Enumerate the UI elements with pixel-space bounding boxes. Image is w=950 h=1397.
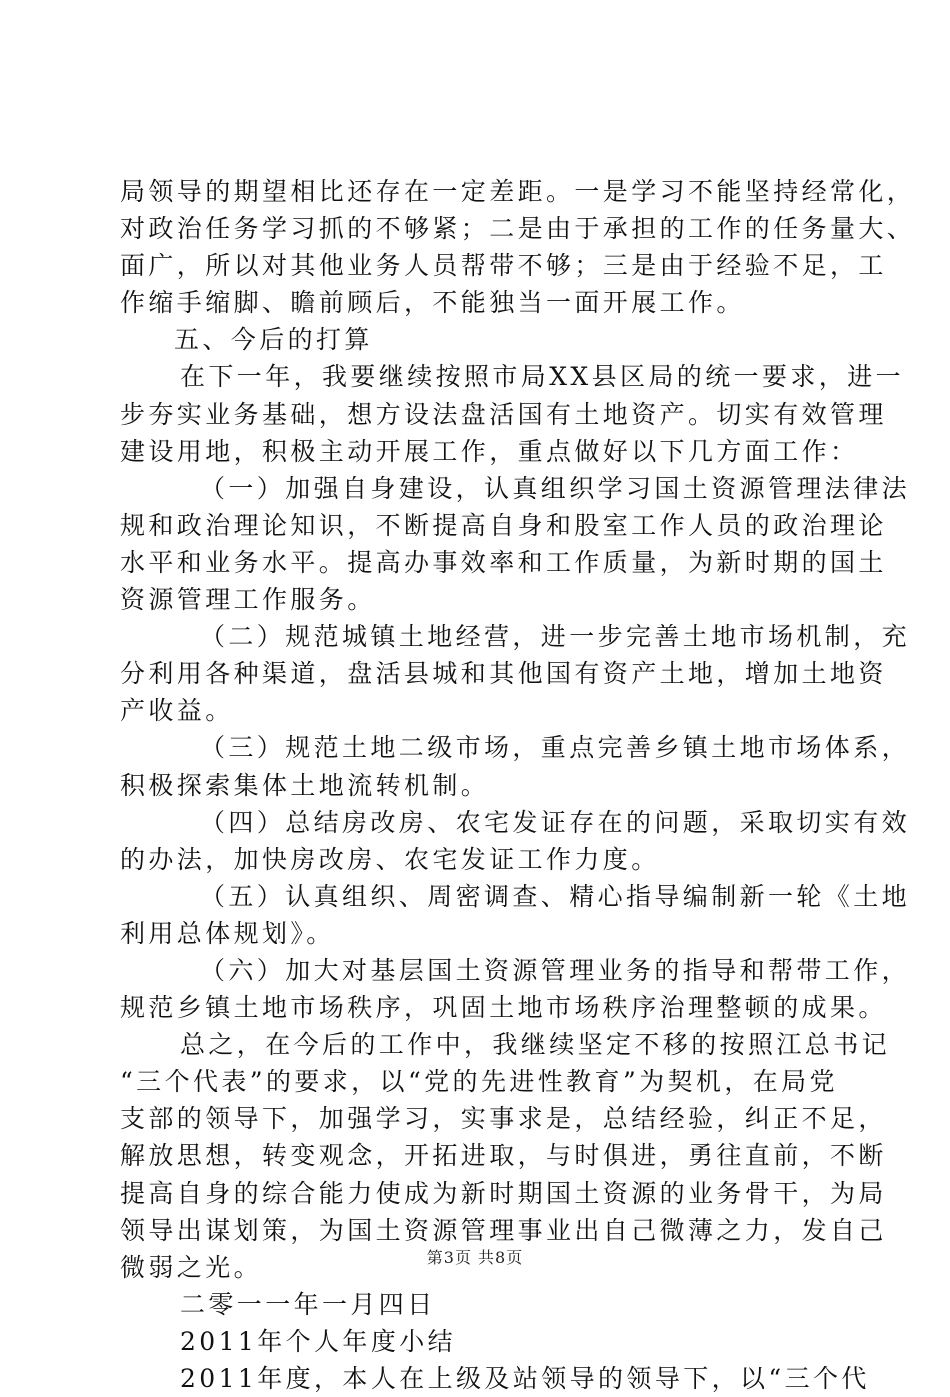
document-body [120, 173, 916, 1397]
text-line: 2011年度，本人在上级及站领导的领导下，以“三个代 [180, 1364, 870, 1393]
text-line: 领导出谋划策，为国土资源管理事业出自己微薄之力，发自己 [120, 1215, 887, 1245]
text-line: 对政治任务学习抓的不够紧；二是由于承担的工作的任务量大、 [120, 214, 916, 244]
text-line: 总之，在今后的工作中，我继续坚定不移的按照江总书记 [180, 1030, 891, 1060]
section-title: 2011年个人年度小结 [180, 1326, 457, 1356]
text-line: 建设用地，积极主动开展工作，重点做好以下几方面工作： [120, 436, 859, 466]
text-line: 的办法，加快房改房、农宅发证工作力度。 [120, 844, 660, 874]
text-line: 微弱之光。 [120, 1252, 263, 1282]
text-line: 规和政治理论知识，不断提高自身和股室工作人员的政治理论 [120, 510, 887, 540]
list-item-3: （三）规范土地二级市场，重点完善乡镇土地市场体系， [200, 733, 911, 763]
text-line: 在下一年，我要继续按照市局XX县区局的统一要求，进一 [180, 362, 904, 392]
text-line: 资源管理工作服务。 [120, 585, 376, 615]
text-line: 规范乡镇土地市场秩序，巩固土地市场秩序治理整顿的成果。 [120, 993, 887, 1023]
text-line: “三个代表”的要求，以“党的先进性教育”为契机，在局党 [120, 1067, 838, 1097]
text-line: 作缩手缩脚、瞻前顾后，不能独当一面开展工作。 [120, 288, 745, 318]
text-line: 产收益。 [120, 696, 234, 726]
list-item-4: （四）总结房改房、农宅发证存在的问题，采取切实有效 [200, 807, 911, 837]
text-line: 面广，所以对其他业务人员帮带不够；三是由于经验不足，工 [120, 251, 887, 281]
text-line: 水平和业务水平。提高办事效率和工作质量，为新时期的国土 [120, 547, 887, 577]
list-item-1: （一）加强自身建设，认真组织学习国土资源管理法律法 [200, 473, 911, 503]
text-line: 局领导的期望相比还存在一定差距。一是学习不能坚持经常化， [120, 177, 916, 206]
text-line: 解放思想，转变观念，开拓进取，与时俱进，勇往直前，不断 [120, 1141, 887, 1171]
text-line: 积极探索集体土地流转机制。 [120, 770, 490, 800]
date-line: 二零一一年一月四日 [180, 1289, 436, 1319]
list-item-6: （六）加大对基层国土资源管理业务的指导和帮带工作， [200, 955, 911, 985]
section-heading: 五、今后的打算 [174, 325, 373, 355]
text-line: 分利用各种渠道，盘活县城和其他国有资产土地，增加土地资 [120, 659, 887, 689]
list-item-2: （二）规范城镇土地经营，进一步完善土地市场机制，充 [200, 622, 911, 652]
text-line: 提高自身的综合能力使成为新时期国土资源的业务骨干，为局 [120, 1178, 887, 1208]
page-footer: 第3页 共8页 [426, 1248, 524, 1267]
list-item-5: （五）认真组织、周密调查、精心指导编制新一轮《土地 [200, 881, 911, 911]
text-line: 步夯实业务基础，想方设法盘活国有土地资产。切实有效管理 [120, 399, 887, 429]
text-line: 支部的领导下，加强学习，实事求是，总结经验，纠正不足， [120, 1104, 887, 1134]
text-line: 利用总体规划》。 [120, 918, 335, 948]
